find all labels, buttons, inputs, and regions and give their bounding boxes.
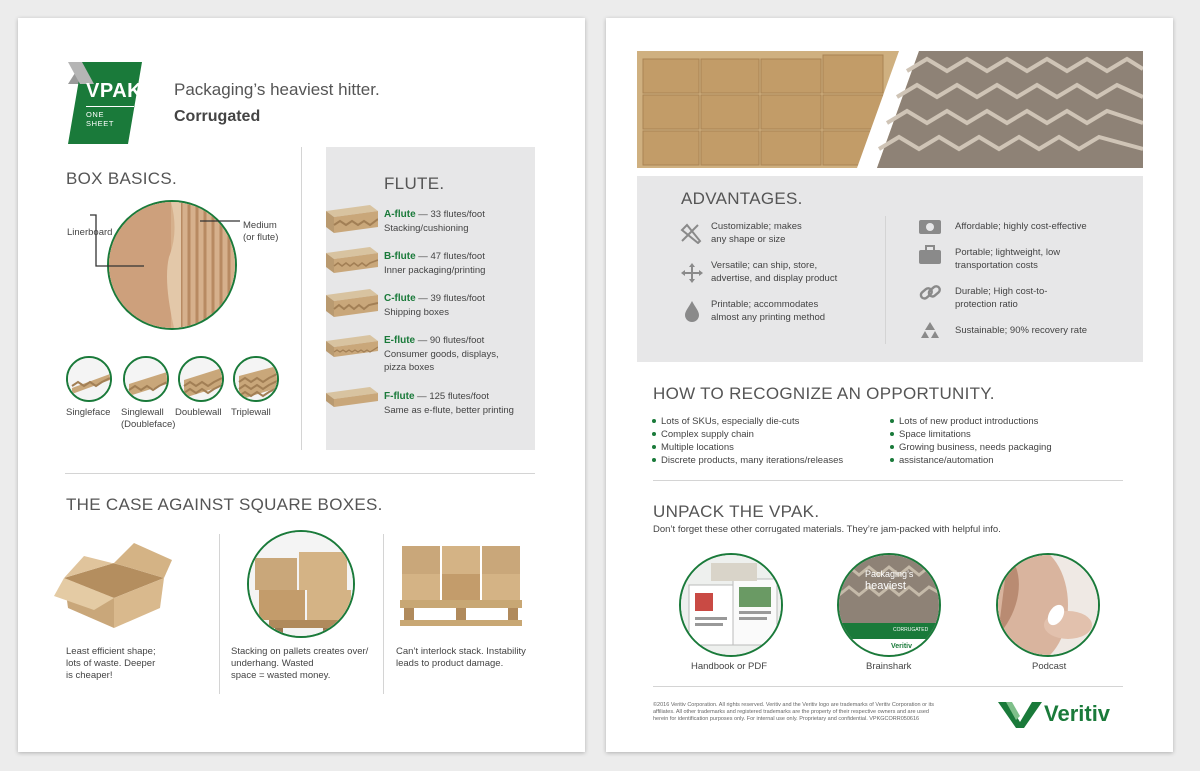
column-divider	[301, 147, 302, 450]
adv-customizable-l1: Customizable; makes	[711, 221, 802, 232]
flute-detail: — 90 flutes/foot	[415, 335, 485, 346]
case-against-heading: THE CASE AGAINST SQUARE BOXES.	[66, 495, 383, 514]
label-medium: Medium	[243, 220, 277, 231]
opportunity-heading: HOW TO RECOGNIZE AN OPPORTUNITY.	[653, 384, 995, 403]
flute-use: Shipping boxes	[384, 307, 449, 318]
case-divider-1	[219, 534, 220, 694]
flute-use: Stacking/cushioning	[384, 223, 469, 234]
advantages-panel	[637, 176, 1143, 362]
open-box-image	[54, 538, 174, 628]
flute-row-f	[326, 387, 535, 431]
case-caption-1-l2: lots of waste. Deeper	[66, 658, 156, 669]
case-caption-1-l3: is cheaper!	[66, 670, 113, 681]
opportunity-list-right	[890, 415, 1052, 467]
adv-portable-l2: transportation costs	[955, 260, 1038, 271]
case-caption-1-l1: Least efficient shape;	[66, 646, 156, 657]
flute-name: A-flute	[384, 209, 416, 220]
flute-row-e	[326, 331, 535, 375]
case-caption-2-l2: underhang. Wasted	[231, 658, 314, 669]
box-basics-heading: BOX BASICS.	[66, 169, 178, 188]
adv-durable-l2: protection ratio	[955, 299, 1018, 310]
logo-brand: VPAK	[86, 80, 143, 102]
veritiv-wordmark: Veritiv	[1044, 701, 1111, 726]
unpack-heading: UNPACK THE VPAK.	[653, 502, 820, 521]
page-one-sheet-back	[606, 18, 1173, 752]
label-linerboard: Linerboard	[67, 227, 113, 238]
flute-use: Consumer goods, displays,	[384, 349, 499, 360]
list-item: Multiple locations	[652, 441, 843, 454]
flute-panel	[326, 147, 535, 450]
adv-customizable-l2: any shape or size	[711, 234, 786, 245]
unpack-subtitle: Don’t forget these other corrugated materials. They’re jam-packed with helpful info.	[653, 524, 1001, 535]
adv-versatile-l2: advertise, and display product	[711, 273, 838, 284]
adv-printable-l1: Printable; accommodates	[711, 299, 819, 310]
medium-pointer	[198, 216, 242, 226]
flute-name: B-flute	[384, 251, 416, 262]
brainshark-thumbnail[interactable]	[837, 553, 941, 657]
type-label-doublewall: Doublewall	[175, 407, 222, 418]
adv-printable-l2: almost any printing method	[711, 312, 826, 323]
triplewall-circle	[233, 356, 279, 402]
flute-detail: — 33 flutes/foot	[415, 209, 485, 220]
singlewall-circle	[123, 356, 169, 402]
hero-image-boxes-and-flutes	[637, 51, 1143, 168]
type-label-singlewall: Singlewall	[121, 407, 164, 418]
veritiv-mark-icon	[998, 700, 1042, 728]
flute-detail: — 39 flutes/foot	[415, 293, 485, 304]
chain-link-icon	[917, 282, 943, 304]
pallet-overhang-circle	[247, 530, 355, 638]
list-item: Discrete products, many iterations/releases	[652, 454, 843, 467]
recycle-icon	[917, 320, 943, 342]
list-item: Complex supply chain	[652, 428, 843, 441]
flute-row-a	[326, 205, 535, 249]
adv-durable-l1: Durable; High cost-to-	[955, 286, 1048, 297]
flute-name: C-flute	[384, 293, 416, 304]
ink-drop-icon	[679, 300, 705, 322]
briefcase-icon	[917, 244, 943, 266]
podcast-label[interactable]: Podcast	[1032, 661, 1067, 672]
brainshark-label[interactable]: Brainshark	[866, 661, 912, 672]
list-item: Lots of SKUs, especially die-cuts	[652, 415, 843, 428]
list-item-continued	[890, 454, 1052, 467]
advantages-heading: ADVANTAGES.	[681, 189, 803, 208]
list-item: Growing business, needs packaging	[890, 441, 1052, 454]
tools-icon	[679, 222, 705, 244]
list-item-text: assistance/automation	[899, 455, 994, 466]
opportunity-list-left	[652, 415, 843, 467]
legal-line-3: herein for identification purposes only. For internal use only. Proprietary and confidential. VPKGCORR050616	[653, 716, 920, 722]
list-item: Space limitations	[890, 428, 1052, 441]
singleface-circle	[66, 356, 112, 402]
linerboard-pointer	[88, 213, 188, 273]
adv-portable-l1: Portable; lightweight, low	[955, 247, 1061, 258]
logo-subtitle: ONE SHEET	[86, 106, 134, 128]
brainshark-inner-title-2: heaviest	[865, 580, 906, 592]
advantages-divider	[885, 216, 886, 344]
flute-detail: — 47 flutes/foot	[415, 251, 485, 262]
type-label-singleface: Singleface	[66, 407, 111, 418]
flute-heading: FLUTE.	[384, 174, 445, 193]
flute-detail: — 125 flutes/foot	[414, 391, 490, 402]
handbook-thumbnail[interactable]	[679, 553, 783, 657]
adv-versatile-l1: Versatile; can ship, store,	[711, 260, 818, 271]
adv-sustainable: Sustainable; 90% recovery rate	[955, 325, 1088, 336]
type-label-singlewall-sub: (Doubleface)	[121, 419, 176, 430]
vpak-logo	[68, 62, 142, 144]
flute-use: Same as e-flute, better printing	[384, 405, 514, 416]
case-caption-2-l1: Stacking on pallets creates over/	[231, 646, 369, 657]
brainshark-inner-title-1: Packaging’s	[865, 569, 914, 579]
case-caption-3-l2: leads to product damage.	[396, 658, 504, 669]
page-one-sheet-front	[18, 18, 585, 752]
podcast-thumbnail[interactable]	[996, 553, 1100, 657]
tagline: Packaging’s heaviest hitter.	[174, 80, 380, 99]
footer-divider	[653, 686, 1123, 687]
money-icon	[917, 216, 943, 238]
flute-row-c	[326, 289, 535, 333]
veritiv-logo	[998, 698, 1128, 730]
label-medium-sub: (or flute)	[243, 232, 279, 243]
subject-title: Corrugated	[174, 108, 261, 125]
pallet-stack-image	[398, 538, 528, 628]
case-divider-2	[383, 534, 384, 694]
case-caption-2-l3: space = wasted money.	[231, 670, 331, 681]
doublewall-circle	[178, 356, 224, 402]
flute-use: Inner packaging/printing	[384, 265, 486, 276]
move-arrows-icon	[679, 262, 705, 284]
case-caption-3-l1: Can’t interlock stack. Instability	[396, 646, 526, 657]
flute-name: F-flute	[384, 391, 415, 402]
type-label-triplewall: Triplewall	[231, 407, 271, 418]
flute-use-cont: pizza boxes	[384, 362, 435, 373]
handbook-label[interactable]: Handbook or PDF	[691, 661, 768, 672]
legal-line-2: affiliates. All other trademarks and registered trademarks are the property of their respective owners and are used	[653, 709, 929, 715]
legal-line-1: ©2016 Veritiv Corporation. All rights reserved. Veritiv and the Veritiv logo are trademarks of Veritiv Corporation or its	[653, 702, 935, 708]
section-divider	[65, 473, 535, 474]
adv-affordable: Affordable; highly cost-effective	[955, 221, 1087, 232]
brainshark-inner-small: CORRUGATED	[893, 627, 929, 633]
list-item: Lots of new product introductions	[890, 415, 1052, 428]
flute-name: E-flute	[384, 335, 416, 346]
brainshark-inner-brand: Veritiv	[891, 643, 913, 650]
section-divider	[653, 480, 1123, 481]
flute-row-b	[326, 247, 535, 291]
